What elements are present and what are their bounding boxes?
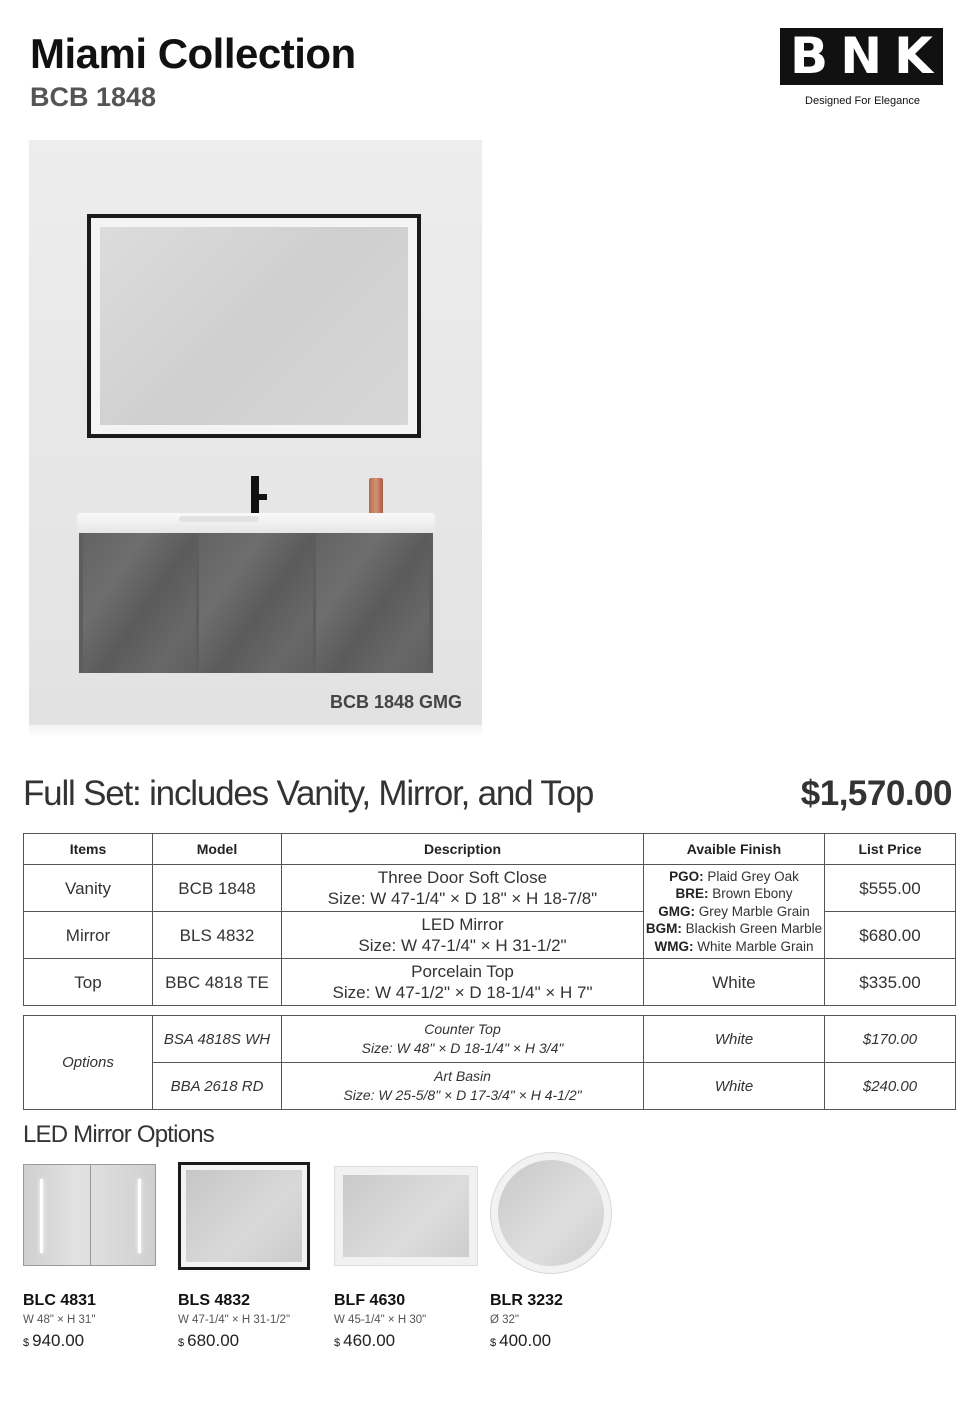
- full-set-heading: Full Set: includes Vanity, Mirror, and Top: [23, 774, 594, 813]
- table-header-row: [24, 834, 956, 865]
- full-set-price: $1,570.00: [800, 774, 952, 813]
- logo-mark: [780, 28, 943, 85]
- led-option-model: BLF 4630: [334, 1292, 406, 1309]
- price-cell: $170.00: [825, 1016, 956, 1063]
- led-option-size: W 48" × H 31": [23, 1314, 96, 1326]
- brand-logo: [780, 28, 945, 107]
- item-cell: Vanity: [24, 865, 153, 912]
- table-row: [24, 865, 956, 912]
- led-option-price: $ 680.00: [178, 1331, 240, 1350]
- frameless-mirror-image: [334, 1160, 484, 1278]
- options-label-cell: Options: [24, 1016, 153, 1110]
- model-cell: BCB 1848: [153, 865, 282, 912]
- logo-letter: N: [840, 27, 883, 85]
- led-option-price: $ 460.00: [334, 1331, 396, 1350]
- item-cell: Mirror: [24, 912, 153, 959]
- finish-cell: White: [644, 1063, 825, 1110]
- logo-letter: B: [790, 27, 829, 85]
- led-option-card: [23, 1160, 173, 1351]
- column-header: List Price: [825, 834, 956, 865]
- finish-option: BGM: Blackish Green Marble: [645, 921, 823, 937]
- description-cell: Porcelain Top Size: W 47-1/2" × D 18-1/4" × H 7": [282, 959, 644, 1006]
- price-cell: $680.00: [825, 912, 956, 959]
- column-header: Description: [282, 834, 644, 865]
- page-subtitle: BCB 1848: [30, 82, 157, 112]
- black-frame-mirror-image: [178, 1160, 328, 1278]
- led-option-size: Ø 32": [490, 1314, 520, 1326]
- options-table: [23, 1015, 956, 1110]
- finish-option: BRE: Brown Ebony: [675, 886, 793, 902]
- led-option-card: [178, 1160, 328, 1351]
- model-cell: BBC 4818 TE: [153, 959, 282, 1006]
- table-row: [24, 1016, 956, 1063]
- cabinet-door: [316, 533, 429, 673]
- finish-cell: White: [644, 1016, 825, 1063]
- product-photo: [29, 140, 482, 725]
- mirror-cabinet-image: [23, 1160, 173, 1278]
- cabinet-door: [199, 533, 312, 673]
- led-option-size: W 45-1/4" × H 30": [334, 1314, 427, 1326]
- description-cell: Three Door Soft Close Size: W 47-1/4" × D 18" × H 18-7/8": [282, 865, 644, 912]
- price-cell: $240.00: [825, 1063, 956, 1110]
- mirror-illustration: [87, 214, 421, 438]
- column-header: Items: [24, 834, 153, 865]
- logo-tagline: Designed For Elegance: [805, 95, 920, 107]
- item-cell: Top: [24, 959, 153, 1006]
- price-cell: $335.00: [825, 959, 956, 1006]
- led-option-model: BLS 4832: [178, 1292, 251, 1309]
- cabinet-door: [83, 533, 196, 673]
- cup-illustration: [369, 478, 383, 516]
- description-cell: LED Mirror Size: W 47-1/4" × H 31-1/2": [282, 912, 644, 959]
- led-option-price: $ 400.00: [490, 1331, 552, 1350]
- led-option-model: BLC 4831: [23, 1292, 96, 1309]
- price-cell: $555.00: [825, 865, 956, 912]
- column-header: Model: [153, 834, 282, 865]
- page-title: Miami Collection: [30, 30, 356, 77]
- led-option-price: $ 940.00: [23, 1331, 85, 1350]
- table-row: [24, 959, 956, 1006]
- table-row: [24, 1063, 956, 1110]
- description-cell: Counter Top Size: W 48" × D 18-1/4" × H 3/4": [282, 1016, 644, 1063]
- led-option-card: [334, 1160, 484, 1351]
- description-cell: Art Basin Size: W 25-5/8" × D 17-3/4" × H 4-1/2": [282, 1063, 644, 1110]
- model-cell: BLS 4832: [153, 912, 282, 959]
- product-photo-label: BCB 1848 GMG: [329, 692, 462, 712]
- led-option-model: BLR 3232: [490, 1292, 563, 1309]
- led-option-card: [490, 1160, 640, 1351]
- led-options-heading: LED Mirror Options: [23, 1121, 214, 1148]
- round-mirror-image: [490, 1160, 640, 1278]
- finish-option: PGO: Plaid Grey Oak: [669, 868, 799, 884]
- finish-option: WMG: White Marble Grain: [654, 938, 814, 954]
- finish-cell: White: [644, 959, 825, 1006]
- column-header: Avaible Finish: [644, 834, 825, 865]
- model-cell: BBA 2618 RD: [153, 1063, 282, 1110]
- logo-letter: K: [894, 27, 933, 85]
- finish-option: GMG: Grey Marble Grain: [658, 903, 810, 919]
- model-cell: BSA 4818S WH: [153, 1016, 282, 1063]
- led-option-size: W 47-1/4" × H 31-1/2": [178, 1314, 291, 1326]
- pricing-table: [23, 833, 956, 1006]
- finish-list-cell: [644, 865, 825, 959]
- vanity-illustration: [79, 533, 433, 673]
